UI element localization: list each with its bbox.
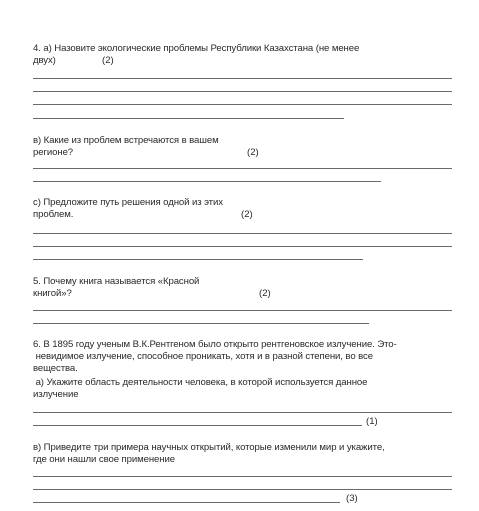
answer-line[interactable] xyxy=(33,502,340,503)
q4c-points: (2) xyxy=(241,209,253,220)
q6a-points: (1) xyxy=(366,416,378,427)
q4c-text-line2: проблем. xyxy=(33,209,74,220)
answer-line[interactable] xyxy=(33,118,344,119)
q5-text-line2: книгой»? xyxy=(33,288,72,299)
answer-line[interactable] xyxy=(33,104,452,105)
q5-points: (2) xyxy=(259,288,271,299)
answer-line[interactable] xyxy=(33,168,452,169)
q6b-points: (3) xyxy=(346,493,358,504)
answer-line[interactable] xyxy=(33,246,452,247)
answer-line[interactable] xyxy=(33,425,362,426)
q4a-text-line2: двух) xyxy=(33,55,56,66)
answer-line[interactable] xyxy=(33,181,381,182)
answer-line[interactable] xyxy=(33,259,363,260)
q6b-text-line2: где они нашли свое применение xyxy=(33,454,175,465)
q4a-text-line1: 4. а) Назовите экологические проблемы Республики Казахстана (не менее xyxy=(33,43,360,54)
q4c-text-line1: с) Предложите путь решения одной из этих xyxy=(33,197,223,208)
q5-text-line1: 5. Почему книга называется «Красной xyxy=(33,276,200,287)
q6-text-line3: вещества. xyxy=(33,363,78,374)
q6a-text-line2: излучение xyxy=(33,389,79,400)
answer-line[interactable] xyxy=(33,310,452,311)
answer-line[interactable] xyxy=(33,412,452,413)
q4b-points: (2) xyxy=(247,147,259,158)
answer-line[interactable] xyxy=(33,489,452,490)
q6-text-line1: 6. В 1895 году ученым В.К.Рентгеном было открыто рентгеновское излучение. Это- xyxy=(33,339,397,350)
answer-line[interactable] xyxy=(33,78,452,79)
answer-line[interactable] xyxy=(33,91,452,92)
answer-line[interactable] xyxy=(33,323,369,324)
q6-text-line2: невидимое излучение, способное проникать, хотя и в разной степени, во все xyxy=(33,351,373,362)
q6a-text-line1: а) Укажите область деятельности человека, в которой используется данное xyxy=(33,377,368,388)
answer-line[interactable] xyxy=(33,476,452,477)
q6b-text-line1: в) Приведите три примера научных открытий, которые изменили мир и укажите, xyxy=(33,442,385,453)
answer-line[interactable] xyxy=(33,233,452,234)
q4b-text-line1: в) Какие из проблем встречаются в вашем xyxy=(33,135,219,146)
q4b-text-line2: регионе? xyxy=(33,147,74,158)
q4a-points: (2) xyxy=(102,55,114,66)
